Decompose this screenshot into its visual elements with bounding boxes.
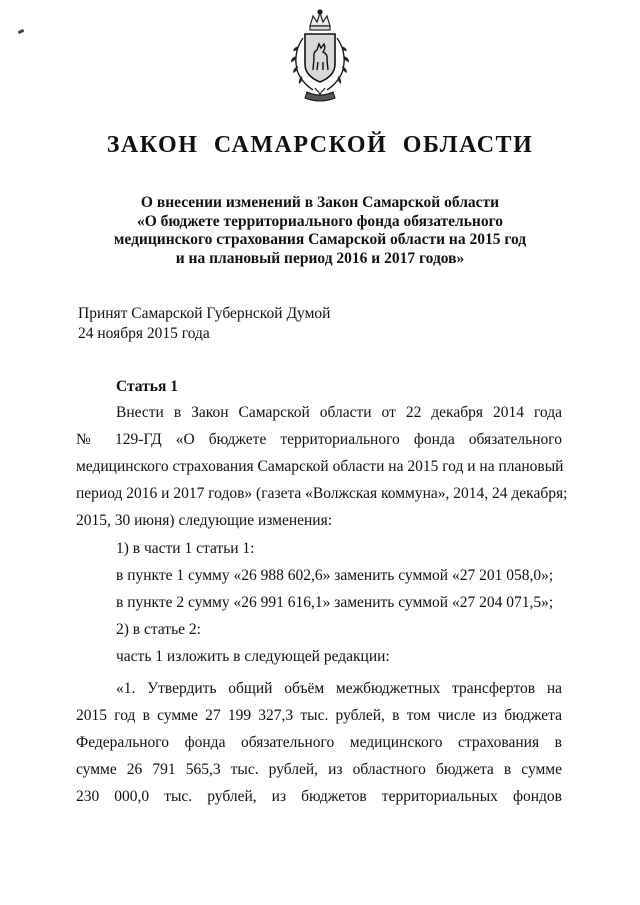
article-text-line: часть 1 изложить в следующей редакции: (116, 648, 390, 665)
adoption-block (78, 304, 330, 344)
samara-coat-of-arms-icon (283, 8, 357, 106)
article-text-line: 2) в статье 2: (116, 621, 201, 638)
scan-speck (18, 29, 25, 34)
article-heading: Статья 1 (116, 378, 178, 395)
article-text-line: № 129-ГД «О бюджете территориального фонда обязательного (76, 431, 562, 448)
article-text-line: 2015, 30 июня) следующие изменения: (76, 512, 333, 529)
law-subtitle (60, 194, 580, 268)
article-text-line: в пункте 1 сумму «26 988 602,6» заменить суммой «27 201 058,0»; (116, 567, 554, 584)
subtitle-line: «О бюджете территориального фонда обязательного (136, 212, 504, 230)
subtitle-line: медицинского страхования Самарской области на 2015 год (113, 231, 527, 248)
article-text-line: 230 000,0 тыс. рублей, из бюджетов территориальных фондов (76, 788, 562, 805)
article-text-line: в пункте 2 сумму «26 991 616,1» заменить суммой «27 204 071,5»; (116, 594, 554, 611)
subtitle-line: и на плановый период 2016 и 2017 годов» (175, 249, 465, 267)
article-text-line: сумме 26 791 565,3 тыс. рублей, из областного бюджета в сумме (76, 761, 562, 778)
law-title: ЗАКОН САМАРСКОЙ ОБЛАСТИ (106, 132, 534, 158)
article-text-line: медицинского страхования Самарской области на 2015 год и на плановый (76, 458, 564, 475)
article-text-line: «1. Утвердить общий объём межбюджетных трансфертов на (116, 680, 562, 697)
subtitle-line: О внесении изменений в Закон Самарской области (140, 194, 500, 211)
article-text-line: 2015 год в сумме 27 199 327,3 тыс. рублей, в том числе из бюджета (76, 707, 562, 724)
adoption-date: 24 ноября 2015 года (78, 325, 210, 342)
article-text-line: Федерального фонда обязательного медицинского страхования в (76, 734, 562, 751)
article-text-line: 1) в части 1 статьи 1: (116, 540, 255, 557)
article-text-line: Внести в Закон Самарской области от 22 декабря 2014 года (116, 404, 562, 421)
article-text-line: период 2016 и 2017 годов» (газета «Волжская коммуна», 2014, 24 декабря; (76, 485, 568, 502)
adoption-body: Принят Самарской Губернской Думой (78, 305, 331, 322)
